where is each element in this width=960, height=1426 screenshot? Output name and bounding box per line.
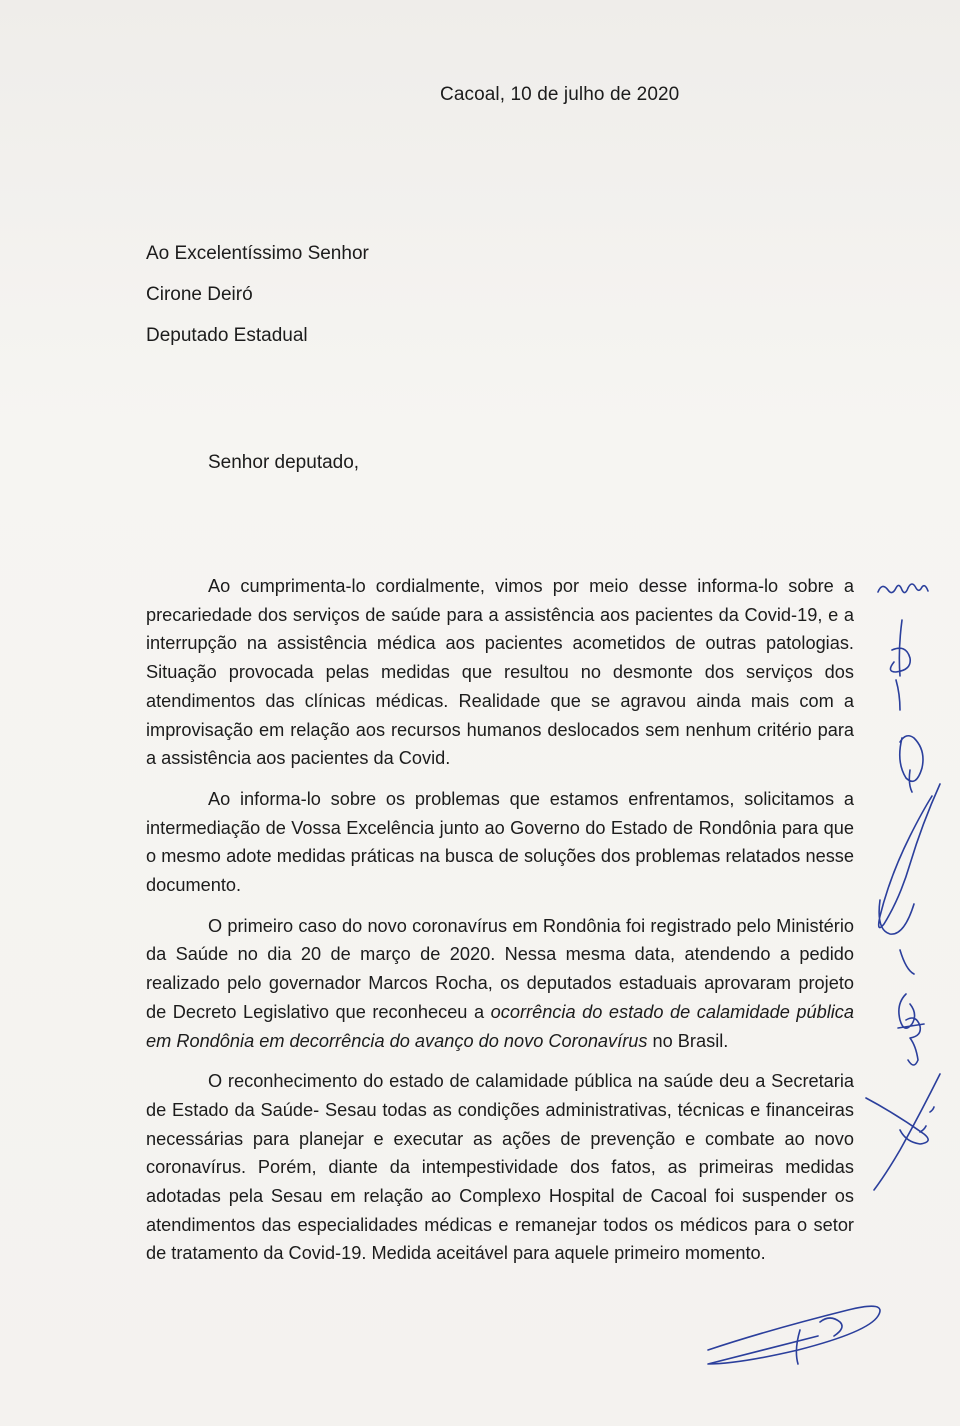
initial-mark-1 — [878, 584, 928, 593]
paragraph-3-part2: no Brasil. — [647, 1030, 729, 1051]
paragraph-4: O reconhecimento do estado de calamidade pública na saúde deu a Secretaria de Estado da Saúde- Sesau todas as condições administrativas, técnicas e financeiras necessárias para planejar e executar as ações de prevenção e combate ao novo coronavírus. Porém, diante da intempestividade dos fatos, as primeiras medidas adotadas pela Sesau em relação ao Complexo Hospital de Cacoal foi suspender os atendimentos das especialidades médicas e remanejar todos os médicos para o setor de tratamento da Covid-19. Medida aceitável para aquele primeiro momento. — [146, 1071, 854, 1264]
place-date: Cacoal, 10 de julho de 2020 — [440, 84, 680, 105]
initial-mark-4 — [898, 994, 924, 1065]
letter-body — [146, 572, 854, 1280]
salutation: Senhor deputado, — [208, 452, 360, 473]
paragraph-2: Ao informa-lo sobre os problemas que estamos enfrentamos, solicitamos a intermediação de Vossa Excelência junto ao Governo do Estado de Rondônia para que o mesmo adote medidas práticas na busca de soluções dos problemas relatados nesse documento. — [146, 788, 854, 896]
paragraph-1: Ao cumprimenta-lo cordialmente, vimos por meio desse informa-lo sobre a precariedade dos serviços de saúde para a assistência aos pacientes da Covid-19, e a interrupção na assistência médica aos pacientes acometidos de outras patologias. Situação provocada pelas medidas que resultou no desmonte dos serviços dos atendimentos das clínicas médicas. Realidade que se agravou ainda mais com a improvisação em relação aos recursos humanos deslocados sem nenhum critério para a assistência aos pacientes da Covid. — [146, 576, 854, 769]
signature-bottom — [708, 1306, 880, 1364]
signature-long — [879, 784, 940, 974]
addressee-block — [146, 240, 369, 363]
signature-cross — [866, 1074, 940, 1190]
paragraph-3-italic: ocorrência do estado de calamidade pública em Rondônia em decorrência do avanço do novo Coronavírus — [146, 1001, 854, 1051]
addressee-title: Ao Excelentíssimo Senhor — [146, 243, 369, 264]
addressee-role: Deputado Estadual — [146, 325, 308, 346]
initial-mark-3 — [900, 736, 923, 792]
addressee-name: Cirone Deiró — [146, 284, 253, 305]
initial-mark-2 — [890, 620, 910, 710]
paragraph-3 — [146, 912, 854, 1056]
paragraph-3-part1: O primeiro caso do novo coronavírus em Rondônia foi registrado pelo Ministério da Saúde no dia 20 de março de 2020. Nessa mesma data, atendendo a pedido realizado pelo governador Marcos Rocha, os deputados estaduais aprovaram projeto de Decreto Legislativo que reconheceu a — [146, 915, 854, 1022]
